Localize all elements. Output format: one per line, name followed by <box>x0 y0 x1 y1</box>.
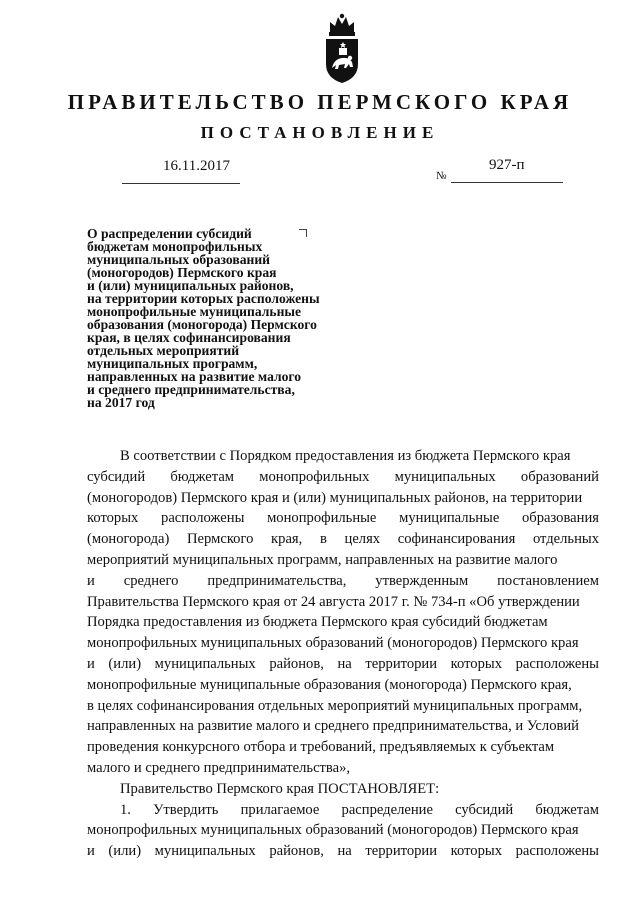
body-line: направленных на развитие малого и среднего предпринимательства, и Условий <box>87 718 579 735</box>
coat-of-arms-icon <box>322 12 362 84</box>
body-line: (моногорода) Пермского края, в целях софинансирования отдельных <box>87 531 599 548</box>
subject-line: образования (моногорода) Пермского <box>87 317 317 332</box>
number-sign: № <box>436 170 447 182</box>
subject-line: края, в целях софинансирования <box>87 330 291 345</box>
document-type-title: ПОСТАНОВЛЕНИЕ <box>200 123 440 142</box>
body-line: В соответствии с Порядком предоставления из бюджета Пермского края <box>120 448 571 464</box>
subject-line: и среднего предпринимательства, <box>87 382 295 397</box>
subject-line: направленных на развитие малого <box>87 369 302 384</box>
subject-line: на 2017 год <box>87 395 155 410</box>
body-line: Порядка предоставления из бюджета Пермского края субсидий бюджетам <box>87 614 548 631</box>
date-underline <box>122 183 240 184</box>
document-subject <box>87 227 387 409</box>
subject-line: монопрофильные муниципальные <box>87 304 302 319</box>
body-line: 1. Утвердить прилагаемое распределение субсидий бюджетам <box>120 801 599 818</box>
document-number: 927-п <box>489 157 525 173</box>
body-line: субсидий бюджетам монопрофильных муниципальных образований <box>87 468 599 485</box>
subject-line: и (или) муниципальных районов, <box>87 278 294 293</box>
body-line: Правительства Пермского края от 24 августа 2017 г. № 734-п «Об утверждении <box>87 593 580 610</box>
government-title: ПРАВИТЕЛЬСТВО ПЕРМСКОГО КРАЯ <box>67 90 573 114</box>
number-underline <box>451 182 563 183</box>
body-line: и среднего предпринимательства, утвержденным постановлением <box>87 572 599 589</box>
body-line: проведения конкурсного отбора и требований, предъявляемых к субъектам <box>87 739 555 756</box>
subject-line: отдельных мероприятий <box>87 343 240 358</box>
body-line: (моногородов) Пермского края и (или) муниципальных районов, на территории <box>87 489 583 506</box>
body-line: монопрофильные муниципальные образования (моногорода) Пермского края, <box>87 676 572 693</box>
subject-line: бюджетам монопрофильных <box>87 239 263 254</box>
subject-line: на территории которых расположены <box>87 291 320 306</box>
subject-line: (моногородов) Пермского края <box>87 265 277 280</box>
subject-line: муниципальных программ, <box>87 356 258 371</box>
body-line: Правительство Пермского края ПОСТАНОВЛЯЕТ: <box>120 780 440 797</box>
subject-line: муниципальных образований <box>87 252 271 267</box>
body-line: которых расположены монопрофильные муниципальные образования <box>87 510 599 527</box>
body-line: мероприятий муниципальных программ, направленных на развитие малого <box>87 551 558 568</box>
document-date: 16.11.2017 <box>163 158 230 174</box>
body-line: монопрофильных муниципальных образований (моногородов) Пермского края <box>87 635 579 652</box>
body-line: и (или) муниципальных районов, на территории которых расположены <box>87 655 599 672</box>
body-line: монопрофильных муниципальных образований (моногородов) Пермского края <box>87 822 579 839</box>
body-line: в целях софинансирования отдельных мероприятий муниципальных программ, <box>87 697 583 714</box>
document-body <box>87 446 599 862</box>
body-line: и (или) муниципальных районов, на территории которых расположены <box>87 843 599 860</box>
body-line: малого и среднего предпринимательства», <box>87 759 351 776</box>
subject-line: О распределении субсидий <box>87 226 252 241</box>
